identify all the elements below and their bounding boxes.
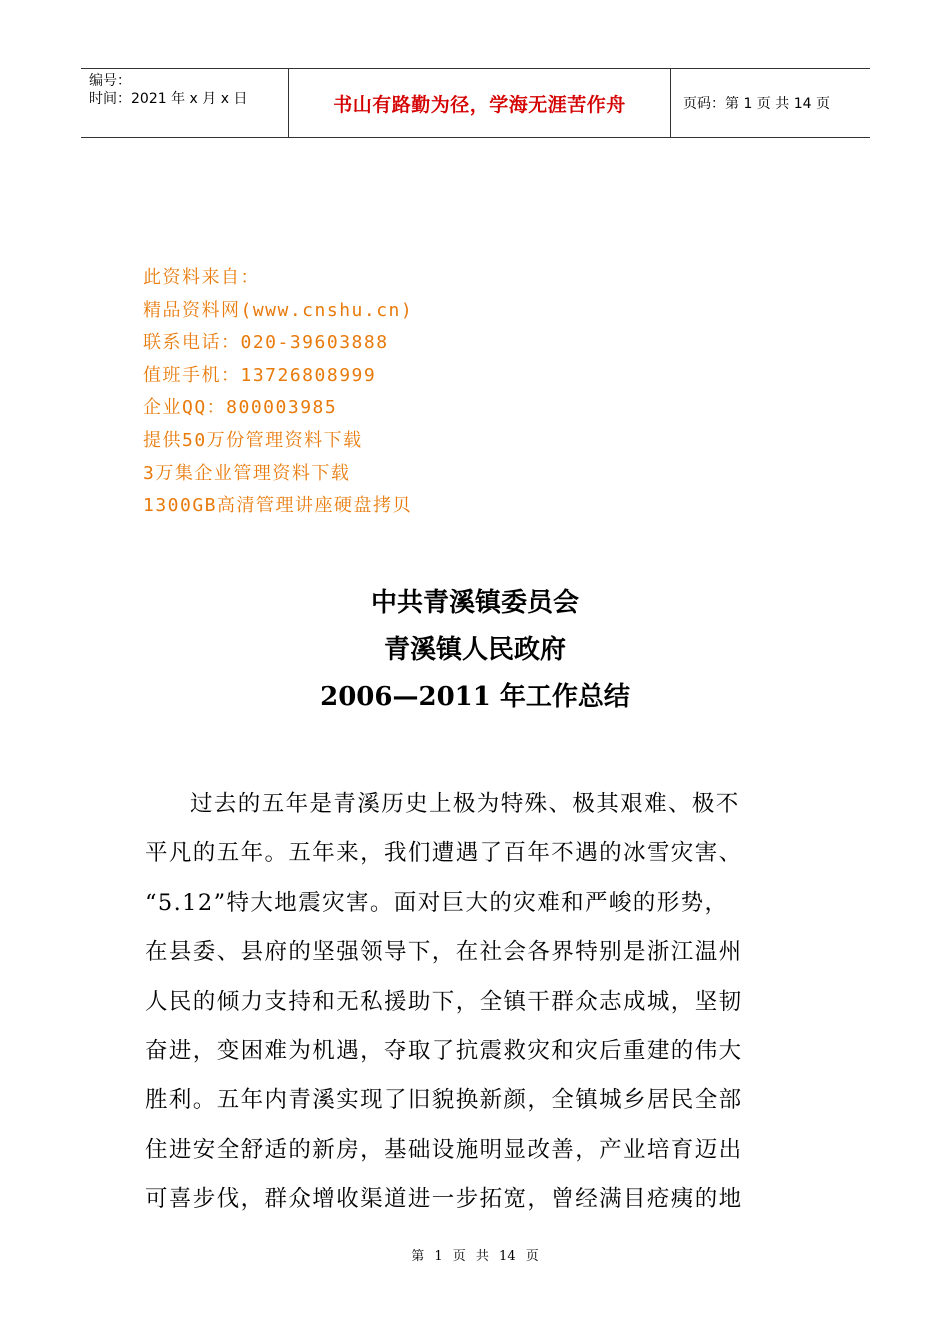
source-line: 企业QQ：800003985 [143,397,338,419]
body-line: 过去的五年是青溪历史上极为特殊、极其艰难、极不 [190,791,740,817]
source-line: 此资料来自： [143,267,260,288]
title-line-summary: 2006—2011 年工作总结 [320,682,630,712]
header-meta-cell [81,69,289,137]
title-line-government: 青溪镇人民政府 [383,635,566,665]
document-title-block [0,580,950,721]
body-line: 住进安全舒适的新房，基础设施明显改善，产业培育迈出 [145,1136,743,1163]
document-header [81,68,870,138]
header-page-info: 页码：第 1 页 共 14 页 [683,96,830,112]
body-line: 人民的倾力支持和无私援助下，全镇干群众志成城，坚韧 [145,988,743,1015]
source-line: 提供50万份管理资料下载 [143,429,363,451]
body-line: 胜利。五年内青溪实现了旧貌换新颜，全镇城乡居民全部 [145,1087,743,1114]
header-motto: 书山有路勤为径，学海无涯苦作舟 [289,69,671,137]
body-line: “5.12”特大地震灾害。面对巨大的灾难和严峻的形势， [145,889,729,916]
body-line: 平凡的五年。五年来，我们遭遇了百年不遇的冰雪灾害、 [145,840,743,867]
document-date-label: 时间：2021 年 x 月 x 日 [89,91,248,107]
body-line: 可喜步伐，群众增收渠道进一步拓宽，曾经满目疮痍的地 [145,1186,743,1213]
source-line: 值班手机：13726808999 [143,364,377,386]
body-line: 奋进，变困难为机遇，夺取了抗震救灾和灾后重建的伟大 [145,1038,743,1065]
body-paragraph [145,780,810,1225]
title-line-committee: 中共青溪镇委员会 [370,588,579,618]
source-line: 1300GB高清管理讲座硬盘拷贝 [143,495,413,517]
page-footer: 第 1 页 共 14 页 [411,1249,539,1264]
source-line: 3万集企业管理资料下载 [143,462,351,484]
source-info-block [143,262,413,523]
body-line: 在县委、县府的坚强领导下，在社会各界特别是浙江温州 [145,939,743,966]
document-number-label: 编号： [89,73,131,89]
source-line: 精品资料网(www.cnshu.cn) [143,299,414,321]
source-line: 联系电话：020-39603888 [143,332,389,354]
